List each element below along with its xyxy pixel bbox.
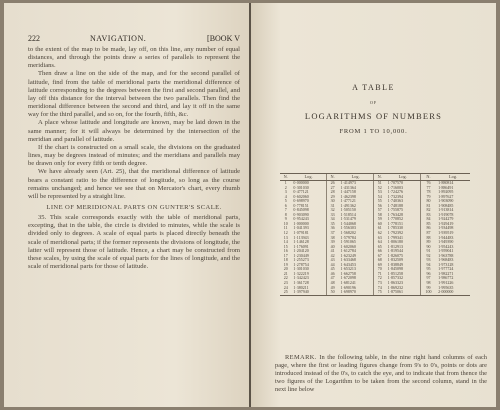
number-cell: 83 bbox=[420, 213, 436, 218]
log-cell: 1·643453 bbox=[340, 261, 356, 267]
log-cell: 1·778151 bbox=[387, 220, 403, 226]
number-cell: 2 bbox=[284, 184, 287, 190]
number-cell: 39 bbox=[326, 240, 338, 245]
paragraph: A place whose latitude and longitude are known, may be laid down in the same manner; for it will always be determined by the intersection of the meridian and parallel of latitude. bbox=[28, 119, 240, 143]
log-cell: 1·707570 bbox=[387, 180, 403, 185]
log-cell: 0·698970 bbox=[293, 198, 309, 204]
log-cell: 1·959041 bbox=[438, 248, 454, 254]
log-cell: 1·740363 bbox=[387, 198, 403, 204]
log-cell: 1·792392 bbox=[387, 230, 403, 236]
paragraph: We have already seen (Art. 25), that the meridional difference of latitude bears a constant ratio to the difference of longitude, so long as the course remains unchanged; and hence we see that on Mercator's chart, every rhumb will be represented by a straight line. bbox=[28, 168, 240, 200]
log-cell: 1·653213 bbox=[340, 266, 356, 272]
book-spread bbox=[4, 3, 496, 407]
log-cell: 1·954243 bbox=[438, 243, 454, 249]
number-cell: 26 bbox=[326, 181, 338, 186]
number-cell: 3 bbox=[284, 189, 287, 195]
log-cell: 1·505150 bbox=[340, 207, 356, 213]
log-cell: 1·623249 bbox=[340, 252, 356, 258]
log-cell: 1·602060 bbox=[340, 243, 356, 249]
log-cell: 1·255273 bbox=[293, 257, 309, 263]
number-cell: 4 bbox=[284, 193, 287, 199]
number-cell: 34 bbox=[326, 217, 338, 222]
log-cell: 1·977724 bbox=[438, 266, 454, 272]
number-cell: 93 bbox=[420, 258, 436, 263]
log-cell: 1·903090 bbox=[438, 198, 454, 204]
number-cell: 71 bbox=[373, 272, 385, 277]
number-cell: 40 bbox=[326, 245, 338, 250]
number-cell: 11 bbox=[283, 225, 288, 231]
table-title-main: LOGARITHMS OF NUMBERS bbox=[304, 111, 443, 121]
number-cell: 97 bbox=[420, 276, 436, 281]
log-cell: 1·447158 bbox=[340, 189, 356, 195]
number-cell: 42 bbox=[326, 254, 338, 259]
number-cell: 6 bbox=[284, 202, 287, 208]
number-cell: 88 bbox=[420, 236, 436, 241]
number-cell: 37 bbox=[326, 231, 338, 236]
number-cell: 28 bbox=[326, 190, 338, 195]
left-page bbox=[4, 3, 249, 407]
number-cell: 55 bbox=[373, 199, 385, 204]
number-cell: 54 bbox=[373, 195, 385, 200]
log-cell: 1·934498 bbox=[438, 225, 454, 231]
log-cell: 1·924279 bbox=[438, 216, 454, 222]
log-cell: 1·995635 bbox=[438, 284, 454, 290]
paragraph: to the extent of the map to be made, lay off, on this line, any number of equal distances, and through the points draw a series of parallels to represent the meridians. bbox=[28, 46, 240, 70]
number-cell: 49 bbox=[326, 286, 338, 291]
number-cell: 60 bbox=[373, 222, 385, 227]
number-cell: 18 bbox=[283, 257, 288, 263]
log-cell: 1·755875 bbox=[387, 207, 403, 213]
log-cell: 1·991226 bbox=[438, 280, 454, 286]
number-cell: 52 bbox=[373, 186, 385, 191]
log-cell: 1·949390 bbox=[438, 239, 454, 245]
number-cell: 48 bbox=[326, 281, 338, 286]
number-cell: 100 bbox=[420, 290, 436, 295]
table-row bbox=[280, 290, 470, 295]
number-cell: 51 bbox=[373, 181, 385, 186]
table-header-cell: Log. bbox=[436, 174, 470, 181]
log-cell: 1·662758 bbox=[340, 270, 356, 276]
number-cell: 25 bbox=[280, 290, 291, 295]
number-cell: 23 bbox=[283, 280, 288, 286]
number-cell: 17 bbox=[283, 252, 288, 258]
table-header-cell: Log. bbox=[386, 174, 421, 181]
number-cell: 69 bbox=[373, 263, 385, 268]
log-cell: 1·278754 bbox=[293, 261, 309, 267]
number-cell: 82 bbox=[420, 208, 436, 213]
log-cell: 1·944483 bbox=[438, 234, 454, 240]
table-header-cell: N. bbox=[420, 174, 436, 181]
log-cell: 1·748188 bbox=[387, 202, 403, 208]
log-cell: 1·568202 bbox=[340, 230, 356, 236]
number-cell: 44 bbox=[326, 263, 338, 268]
number-cell: 87 bbox=[420, 231, 436, 236]
log-cell: 1·875061 bbox=[386, 290, 421, 295]
log-cell: 0·602060 bbox=[293, 193, 309, 199]
number-cell: 94 bbox=[420, 263, 436, 268]
log-cell: 1·146128 bbox=[293, 239, 309, 245]
number-cell: 64 bbox=[373, 240, 385, 245]
number-cell: 20 bbox=[283, 266, 288, 272]
log-cell: 1·892095 bbox=[438, 189, 454, 195]
number-cell: 77 bbox=[420, 186, 436, 191]
number-cell: 89 bbox=[420, 240, 436, 245]
table-header-cell: N. bbox=[280, 174, 291, 181]
table-body bbox=[280, 181, 470, 296]
number-cell: 27 bbox=[326, 186, 338, 191]
number-cell: 13 bbox=[283, 234, 288, 240]
number-cell: 62 bbox=[373, 231, 385, 236]
log-cell: 1·986772 bbox=[438, 275, 454, 281]
log-cell: 1·591065 bbox=[340, 239, 356, 245]
number-cell: 9 bbox=[284, 216, 287, 222]
log-cell: 1·973128 bbox=[438, 261, 454, 267]
log-cell: 2·000000 bbox=[436, 290, 470, 295]
right-page bbox=[251, 3, 496, 407]
number-cell: 65 bbox=[373, 245, 385, 250]
log-cell: 1·041393 bbox=[293, 225, 309, 231]
log-cell: 1·462398 bbox=[340, 193, 356, 199]
log-cell: 1·812913 bbox=[387, 243, 403, 249]
log-cell: 1·826075 bbox=[387, 252, 403, 258]
remark-body: In the following table, in the nine right hand columns of each page, where the first or leading figures change from 9's to 0's, points or dots are introduced instead of the 0's, to catch the eye, and to indicate that from thence the two figures of the Logarithm to be taken from the second column, stand in the next line below bbox=[275, 354, 487, 394]
table-header-cell: N. bbox=[326, 174, 338, 181]
paragraph: If the chart is constructed on a small scale, the divisions on the graduated lines, may be degrees instead of minutes; and the meridians and parallels may be drawn only for every fifth or tenth degree. bbox=[28, 143, 240, 168]
log-cell: 1·612784 bbox=[340, 248, 356, 254]
table-title-a: A TABLE bbox=[352, 83, 395, 92]
number-cell: 66 bbox=[373, 249, 385, 254]
number-cell: 46 bbox=[326, 272, 338, 277]
log-cell: 1·857332 bbox=[387, 275, 403, 281]
number-cell: 76 bbox=[420, 181, 436, 186]
log-cell: 1·113943 bbox=[293, 234, 309, 240]
log-cell: 1·880814 bbox=[438, 180, 454, 185]
number-cell: 84 bbox=[420, 217, 436, 222]
log-cell: 1·301030 bbox=[293, 266, 309, 272]
log-cell: 1·968483 bbox=[438, 257, 454, 263]
log-cell: 1·819544 bbox=[387, 248, 403, 254]
number-cell: 12 bbox=[283, 230, 288, 236]
number-cell: 45 bbox=[326, 267, 338, 272]
number-cell: 72 bbox=[373, 276, 385, 281]
log-cell: 1·322219 bbox=[293, 270, 309, 276]
number-cell: 10 bbox=[283, 220, 288, 226]
log-cell: 1·579784 bbox=[340, 234, 356, 240]
log-cell: 1·851258 bbox=[387, 270, 403, 276]
number-cell: 78 bbox=[420, 190, 436, 195]
number-cell: 32 bbox=[326, 208, 338, 213]
number-cell: 91 bbox=[420, 249, 436, 254]
log-cell: 1·785330 bbox=[387, 225, 403, 231]
number-cell: 99 bbox=[420, 286, 436, 291]
log-cell: 1·863323 bbox=[387, 280, 403, 286]
number-cell: 90 bbox=[420, 245, 436, 250]
log-cell: 1·690196 bbox=[340, 284, 356, 290]
log-cell: 1·633468 bbox=[340, 257, 356, 263]
log-cell: 0·301030 bbox=[293, 184, 309, 190]
number-cell: 31 bbox=[326, 204, 338, 209]
log-cell: 1·799341 bbox=[387, 234, 403, 240]
log-cell: 1·939519 bbox=[438, 230, 454, 236]
log-cell: 1·361728 bbox=[293, 280, 309, 286]
number-cell: 29 bbox=[326, 195, 338, 200]
running-title: NAVIGATION. bbox=[90, 34, 147, 43]
log-cell: 1·681241 bbox=[340, 280, 356, 286]
log-cell: 1·176091 bbox=[293, 243, 309, 249]
table-title-of: OF bbox=[369, 100, 378, 105]
log-cell: 1·556303 bbox=[340, 225, 356, 231]
number-cell: 8 bbox=[284, 211, 287, 217]
log-cell: 0·903090 bbox=[293, 211, 309, 217]
number-cell: 67 bbox=[373, 254, 385, 259]
number-cell: 81 bbox=[420, 204, 436, 209]
section-caption: LINE OF MERIDIONAL PARTS ON GUNTER'S SCALE. bbox=[46, 203, 222, 211]
number-cell: 92 bbox=[420, 254, 436, 259]
log-cell: 1·491362 bbox=[340, 202, 356, 208]
log-cell: 1·982271 bbox=[438, 270, 454, 276]
number-cell: 59 bbox=[373, 217, 385, 222]
log-cell: 1·732394 bbox=[387, 193, 403, 199]
log-cell: 1·716003 bbox=[387, 184, 403, 190]
number-cell: 75 bbox=[373, 290, 385, 295]
number-cell: 86 bbox=[420, 226, 436, 231]
table-title-range: FROM 1 TO 10,000. bbox=[339, 128, 408, 135]
number-cell: 19 bbox=[283, 261, 288, 267]
number-cell: 63 bbox=[373, 236, 385, 241]
log-cell: 0·778151 bbox=[293, 202, 309, 208]
number-cell: 5 bbox=[284, 198, 287, 204]
number-cell: 38 bbox=[326, 236, 338, 241]
number-cell: 7 bbox=[284, 207, 287, 213]
remark-label: REMARK. bbox=[285, 354, 317, 361]
log-cell: 1·079181 bbox=[293, 230, 309, 236]
log-cell: 0·845098 bbox=[293, 207, 309, 213]
log-cell: 1·204120 bbox=[293, 248, 309, 254]
log-cell: 1·963788 bbox=[438, 252, 454, 258]
log-cell: 1·518514 bbox=[340, 211, 356, 217]
log-cell: 1·845098 bbox=[387, 266, 403, 272]
number-cell: 53 bbox=[373, 190, 385, 195]
number-cell: 70 bbox=[373, 267, 385, 272]
number-cell: 21 bbox=[283, 270, 288, 276]
number-cell: 50 bbox=[326, 290, 338, 295]
log-cell: 1·672098 bbox=[340, 275, 356, 281]
log-cell: 1·431364 bbox=[340, 184, 356, 190]
number-cell: 16 bbox=[283, 248, 288, 254]
number-cell: 58 bbox=[373, 213, 385, 218]
log-cell: 1·698970 bbox=[339, 290, 374, 295]
number-cell: 24 bbox=[283, 284, 288, 290]
section-paragraph: 35. This scale corresponds exactly with the table of meridional parts, excepting, that in the table, the circle is divided to minutes, while the scale is divided only to degrees. A scale of equal parts is placed directly beneath the scale of meridional parts; if the former represents the divisions of longitude, the latter will represent those of latitude. Hence, a chart may be constructed from these scales, by using the scale of equal parts for the lines of longitude, and the scale of meridional parts for those of latitude. bbox=[28, 214, 240, 271]
log-cell: 0·477121 bbox=[293, 189, 309, 195]
number-cell: 96 bbox=[420, 272, 436, 277]
table-header-cell: Log. bbox=[291, 174, 326, 181]
log-cell: 1·897627 bbox=[438, 193, 454, 199]
number-cell: 56 bbox=[373, 204, 385, 209]
log-cell: 1·929419 bbox=[438, 220, 454, 226]
log-cell: 1·380211 bbox=[293, 284, 309, 290]
log-cell: 0·954243 bbox=[293, 216, 309, 222]
number-cell: 47 bbox=[326, 276, 338, 281]
log-cell: 1·832509 bbox=[387, 257, 403, 263]
number-cell: 36 bbox=[326, 226, 338, 231]
body-text bbox=[28, 46, 240, 271]
number-cell: 15 bbox=[283, 243, 288, 249]
number-cell: 30 bbox=[326, 199, 338, 204]
log-cell: 1·414973 bbox=[340, 180, 356, 185]
log-cell: 0·000000 bbox=[293, 180, 309, 185]
number-cell: 80 bbox=[420, 199, 436, 204]
log-cell: 1·397940 bbox=[291, 290, 326, 295]
log-cell: 1·886491 bbox=[438, 184, 454, 190]
number-cell: 98 bbox=[420, 281, 436, 286]
book-label: [BOOK V bbox=[207, 34, 240, 43]
log-cell: 1·908485 bbox=[438, 202, 454, 208]
log-cell: 1·869232 bbox=[387, 284, 403, 290]
paragraph: Then draw a line on the side of the map, and for the second parallel of latitude, find from the table of meridional parts the meridional difference of latitude corresponding to the degrees between the first and second parallel, and lay off this distance for the interval between the two parallels. Then find the meridional difference between the second and third, and lay it off in the same way for the third parallel, and so on, for the fourth, fifth, &c. bbox=[28, 70, 240, 119]
number-cell: 41 bbox=[326, 249, 338, 254]
remark-text bbox=[275, 354, 487, 394]
number-cell: 35 bbox=[326, 222, 338, 227]
logarithm-table bbox=[280, 173, 470, 296]
log-cell: 1·913814 bbox=[438, 207, 454, 213]
table-header-cell: N. bbox=[373, 174, 385, 181]
number-cell: 73 bbox=[373, 281, 385, 286]
log-cell: 1·770852 bbox=[387, 216, 403, 222]
log-cell: 1·806180 bbox=[387, 239, 403, 245]
log-cell: 1·919078 bbox=[438, 211, 454, 217]
page-header bbox=[28, 34, 240, 44]
number-cell: 95 bbox=[420, 267, 436, 272]
page-number: 222 bbox=[28, 34, 40, 43]
log-cell: 1·724276 bbox=[387, 189, 403, 195]
table-header-cell: Log. bbox=[339, 174, 374, 181]
number-cell: 68 bbox=[373, 258, 385, 263]
number-cell: 33 bbox=[326, 213, 338, 218]
number-cell: 85 bbox=[420, 222, 436, 227]
log-cell: 1·342423 bbox=[293, 275, 309, 281]
number-cell: 79 bbox=[420, 195, 436, 200]
log-cell: 1·477121 bbox=[340, 198, 356, 204]
number-cell: 43 bbox=[326, 258, 338, 263]
number-cell: 74 bbox=[373, 286, 385, 291]
log-cell: 1·230449 bbox=[293, 252, 309, 258]
number-cell: 1 bbox=[284, 180, 287, 185]
number-cell: 61 bbox=[373, 226, 385, 231]
log-cell: 1·763428 bbox=[387, 211, 403, 217]
number-cell: 14 bbox=[283, 239, 288, 245]
log-cell: 1·531479 bbox=[340, 216, 356, 222]
log-cell: 1·544068 bbox=[340, 220, 356, 226]
number-cell: 57 bbox=[373, 208, 385, 213]
log-cell: 1·838849 bbox=[387, 261, 403, 267]
log-cell: 1·000000 bbox=[293, 220, 309, 226]
number-cell: 22 bbox=[283, 275, 288, 281]
